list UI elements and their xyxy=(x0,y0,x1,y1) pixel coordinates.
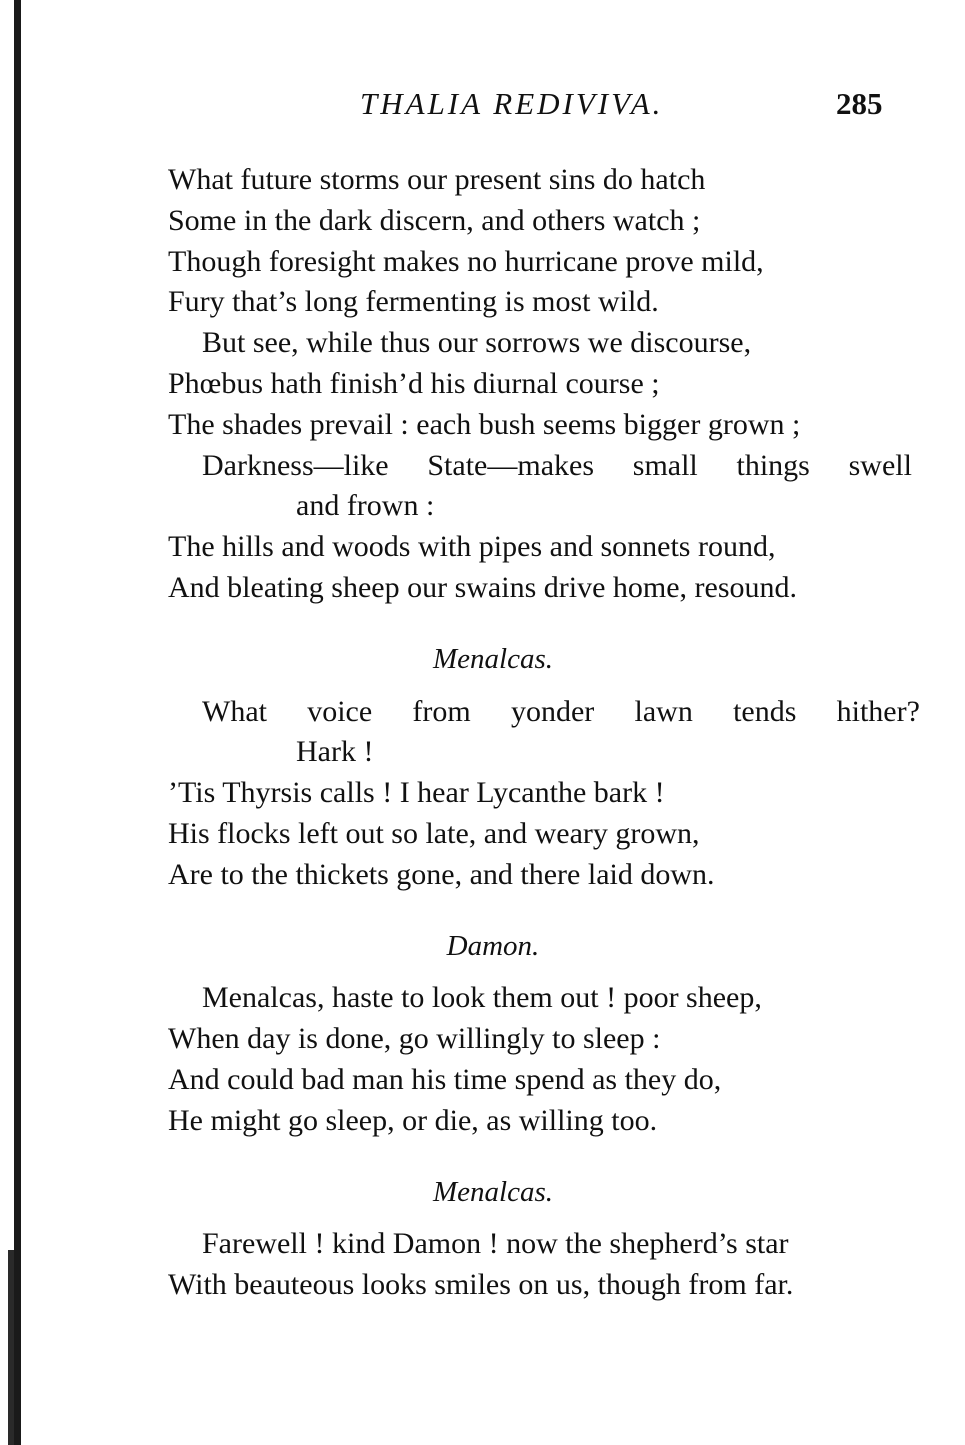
verse-line: Though foresight makes no hurricane prove mild, xyxy=(168,244,764,278)
verse-word: from xyxy=(412,694,471,728)
verse-word: tends xyxy=(733,694,797,728)
verse-line: Fury that’s long fermenting is most wild. xyxy=(168,285,659,319)
verse-line: Menalcas, haste to look them out ! poor sheep, xyxy=(202,981,762,1015)
verse-line: The shades prevail : each bush seems bigger grown ; xyxy=(168,407,801,441)
verse-word: Darkness—like xyxy=(202,448,389,482)
verse-line: He might go sleep, or die, as willing too. xyxy=(168,1103,658,1137)
stanza-gap xyxy=(168,1212,928,1224)
verse-word: lawn xyxy=(634,694,693,728)
verse-line: With beauteous looks smiles on us, though from far. xyxy=(168,1268,794,1302)
speaker-heading: Menalcas. xyxy=(433,1175,553,1208)
verse-line-continuation: and frown : xyxy=(296,489,435,523)
verse-word: swell xyxy=(848,448,912,482)
verse-line: Phœbus hath finish’d his diurnal course ; xyxy=(168,366,660,400)
stanza-gap xyxy=(168,966,928,978)
verse-word: hither? xyxy=(836,694,920,728)
verse-line: His flocks left out so late, and weary grown, xyxy=(168,816,700,850)
stanza-gap xyxy=(168,896,928,926)
running-title: THALIA REDIVIVA. xyxy=(360,86,664,121)
verse-word: things xyxy=(736,448,810,482)
verse-line: But see, while thus our sorrows we discourse, xyxy=(202,326,752,360)
speaker-heading: Menalcas. xyxy=(433,642,553,675)
page-header xyxy=(0,80,965,130)
stanza-gap xyxy=(168,609,928,639)
verse-word: yonder xyxy=(510,694,595,728)
page-number: 285 xyxy=(836,86,883,121)
verse-line: And could bad man his time spend as they do, xyxy=(168,1062,722,1096)
stanza-gap xyxy=(168,1142,928,1172)
stanza-gap xyxy=(168,680,928,692)
verse-line: The hills and woods with pipes and sonnets round, xyxy=(168,530,776,564)
verse-line: What future storms our present sins do hatch xyxy=(168,163,706,196)
verse-line: ’Tis Thyrsis calls ! I hear Lycanthe bark ! xyxy=(168,776,665,810)
page-binding-shadow xyxy=(8,1250,14,1445)
verse-line: When day is done, go willingly to sleep : xyxy=(168,1022,661,1056)
verse-line: Some in the dark discern, and others watch ; xyxy=(168,203,701,237)
page-binding-edge xyxy=(14,0,21,1445)
verse-line-justified xyxy=(168,446,928,487)
verse-line-continuation: Hark ! xyxy=(296,735,374,769)
verse-line: Are to the thickets gone, and there laid down. xyxy=(168,857,715,891)
speaker-heading: Damon. xyxy=(446,929,540,962)
verse-word: State—makes xyxy=(427,448,595,482)
verse-word: What xyxy=(202,694,267,728)
verse-line: Farewell ! kind Damon ! now the shepherd’s star xyxy=(202,1227,789,1261)
verse-word: small xyxy=(632,448,698,482)
poem-text xyxy=(168,160,928,1306)
verse-line: And bleating sheep our swains drive home, resound. xyxy=(168,570,798,604)
verse-line-justified xyxy=(168,692,928,733)
verse-word: voice xyxy=(307,694,373,728)
